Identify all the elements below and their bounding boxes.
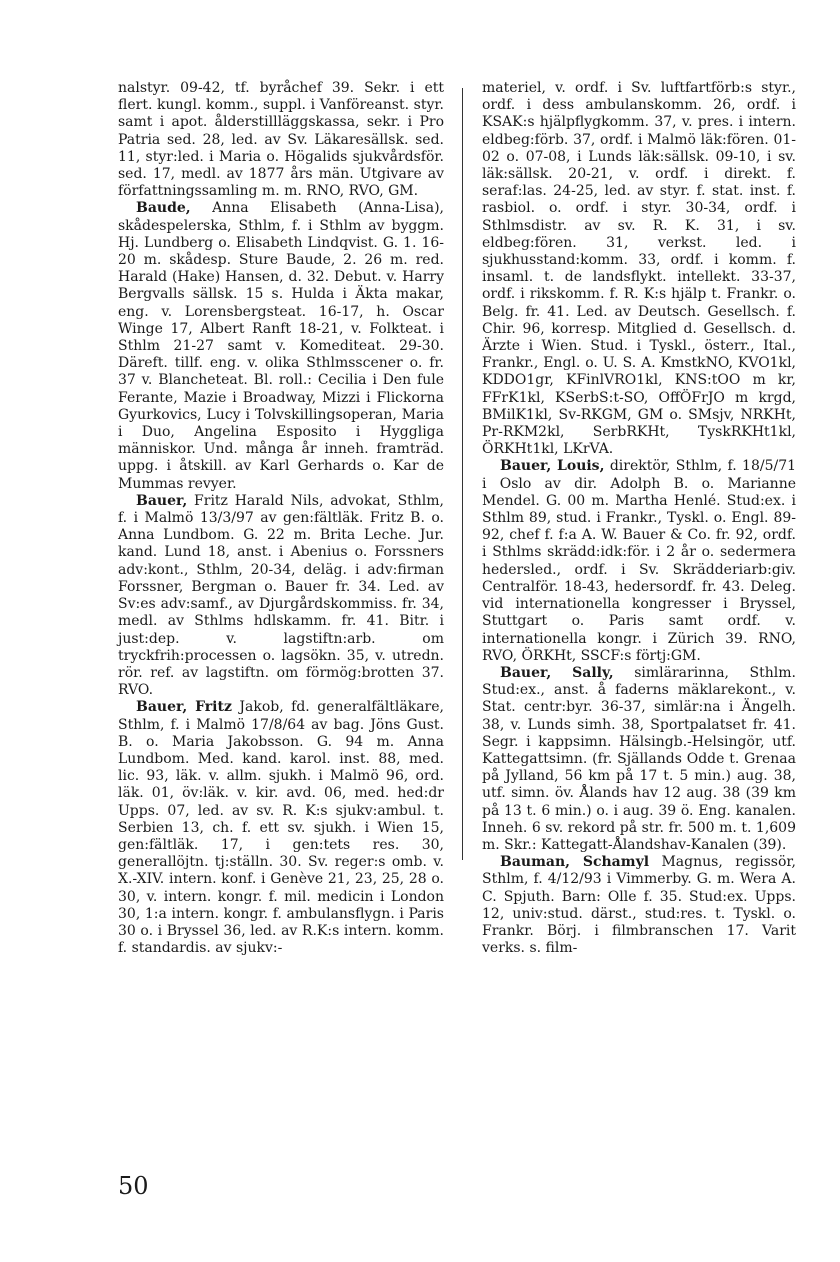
column-divider bbox=[462, 88, 463, 860]
entry-bauer-louis: Bauer, Louis, direktör, Sthlm, f. 18/5/71 i Oslo av dir. Adolph B. o. Marianne Mendel. G. 00 m. Martha Henlé. Stud:ex. i Sthlm 89, stud. i Frankr., Tyskl. o. Engl. 89-92, chef f. f:a A. W. Bauer & Co. fr. 92, ordf. i Sthlms skrädd:idk:för. i 2 år o. sedermera hedersled., ordf. i Sv. Skrädderiarb:giv. Centralför. 18-43, hedersordf. fr. 43. Deleg. vid internationella kongresser i Bryssel, Stuttgart o. Paris samt ordf. v. internationella kongr. i Zürich 39. RNO, RVO, ÖRKHt, SSCF:s förtj:GM. bbox=[482, 458, 797, 664]
left-column bbox=[118, 80, 444, 957]
entry-continuation: materiel, v. ordf. i Sv. luftfartförb:s styr., ordf. i dess ambulanskomm. 26, ordf. i KSAK:s hjälpflygkomm. 37, v. pres. i intern. eldbeg:förb. 37, ordf. i Malmö läk:fören. 01-02 o. 07-08, i Lunds läk:sällsk. 09-10, i sv. läk:sällsk. 20-21, v. ordf. i direkt. f. seraf:las. 24-25, led. av styr. f. stat. inst. f. rasbiol. o. ordf. i styr. 30-34, ordf. i Sthlmsdistr. av sv. R. K. 31, i sv. eldbeg:fören. 31, verkst. led. i sjukhusstand:komm. 33, ordf. i komm. f. insaml. t. de landsflykt. intellekt. 33-37, ordf. i rikskomm. f. R. K:s hjälp t. Frankr. o. Belg. fr. 41. Led. av Deutsch. Gesellsch. f. Chir. 96, korresp. Mitglied d. Gesellsch. d. Ärzte i Wien. Stud. i Tyskl., österr., Ital., Frankr., Engl. o. U. S. A. KmstkNO, KVO1kl, KDDO1gr, KFinlVRO1kl, KNS:tOO m kr, FFrK1kl, KSerbS:t-SO, OffÖFrJO m krgd, BMilK1kl, Sv-RKGM, GM o. SMsjv, NRKHt, Pr-RKM2kl, SerbRKHt, TyskRKHt1kl, ÖRKHt1kl, LKrVA. bbox=[482, 80, 796, 458]
headword: Bauer, Sally, bbox=[500, 664, 614, 681]
headword: Bauer, Fritz bbox=[136, 699, 232, 716]
entry-continuation: nalstyr. 09-42, tf. byråchef 39. Sekr. i ett flert. kungl. komm., suppl. i Vanföreanst. styr. samt i apot. ålderstillläggskassa, sekr. i Pro Patria sed. 28, led. av Sv. Läkaresällsk. sed. 11, styr:led. i Maria o. Högalids sjukvårdsför. sed. 17, medl. av 1877 års män. Utgivare av författningssamling m. m. RNO, RVO, GM. bbox=[118, 80, 444, 200]
entry-bauman-schamyl: Bauman, Schamyl Magnus, regissör, Sthlm, f. 4/12/93 i Vimmerby. G. m. Wera A. C. Spjuth. Barn: Olle f. 35. Stud:ex. Upps. 12, univ:stud. därst., stud:res. t. Tyskl. o. Frankr. Börj. i filmbranschen 17. Varit verks. s. film- bbox=[482, 854, 797, 957]
entry-bauer-fritz: Bauer, Fritz Jakob, fd. generalfältläkare, Sthlm, f. i Malmö 17/8/64 av bag. Jöns Gust. B. o. Maria Jakobsson. G. 94 m. Anna Lundbom. Med. kand. karol. inst. 88, med. lic. 93, läk. v. allm. sjukh. i Malmö 96, ord. läk. 01, öv:läk. v. kir. avd. 06, med. hed:dr Upps. 07, led. av sv. R. K:s sjukv:ambul. t. Serbien 13, ch. f. ett sv. sjukh. i Wien 15, gen:fältläk. 17, i gen:tets res. 30, generallöjtn. tj:ställn. 30. Sv. reger:s omb. v. X.-XIV. intern. konf. i Genève 21, 23, 25, 28 o. 30, v. intern. kongr. f. mil. medicin i London 30, 1:a intern. kongr. f. ambulansflygn. i Paris 30 o. i Bryssel 36, led. av R.K:s intern. komm. f. standardis. av sjukv:- bbox=[118, 699, 444, 957]
page-number: 50 bbox=[118, 1172, 149, 1200]
entry-bauer-fritz-harald: Bauer, Fritz Harald Nils, advokat, Sthlm, f. i Malmö 13/3/97 av gen:fältläk. Fritz B. o. Anna Lundbom. G. 22 m. Brita Leche. Jur. kand. Lund 18, anst. i Abenius o. Forssners adv:kont., Sthlm, 20-34, deläg. i adv:firman Forssner, Bergman o. Bauer fr. 34. Led. av Sv:es adv:samf., av Djurgårdskommiss. fr. 34, medl. av Sthlms hdlskamm. fr. 41. Bitr. i just:dep. v. lagstiftn:arb. om tryckfrih:processen o. lagsökn. 35, v. utredn. rör. ref. av lagstiftn. om förmög:brotten 37. RVO. bbox=[118, 492, 444, 699]
right-column bbox=[482, 80, 796, 957]
entry-bauer-sally: Bauer, Sally, simlärarinna, Sthlm. Stud:ex., anst. å faderns mäklarekont., v. Stat. centr:byr. 36-37, simlär:na i Ängelh. 38, v. Lunds simh. 38, Sportpalatset fr. 41. Segr. i kappsimn. Hälsingb.-Helsingör, utf. Kattegattsimn. (fr. Själlands Odde t. Grenaa på Jylland, 56 km på 17 t. 5 min.) aug. 38, utf. simn. öv. Ålands hav 12 aug. 38 (39 km på 13 t. 6 min.) o. i aug. 39 ö. Eng. kanalen. Inneh. 6 sv. rekord på str. fr. 500 m. t. 1,609 m. Skr.: Kattegatt-Ålandshav-Kanalen (39). bbox=[482, 664, 796, 853]
headword: Bauer, Louis, bbox=[500, 458, 605, 475]
headword: Baude, bbox=[136, 200, 191, 217]
headword: Bauer, bbox=[136, 492, 188, 509]
entry-baude: Baude, Anna Elisabeth (Anna-Lisa), skådespelerska, Sthlm, f. i Sthlm av byggm. Hj. Lundberg o. Elisabeth Lindqvist. G. 1. 16-20 m. skådesp. Sture Baude, 2. 26 m. red. Harald (Hake) Hansen, d. 32. Debut. v. Harry Bergvalls sällsk. 15 s. Hulda i Äkta makar, eng. v. Lorensbergsteat. 16-17, h. Oscar Winge 17, Albert Ranft 18-21, v. Folkteat. i Sthlm 21-27 samt v. Komediteat. 29-30. Däreft. tillf. eng. v. olika Sthlmsscener o. fr. 37 v. Blancheteat. Bl. roll.: Cecilia i Den fule Ferante, Mazie i Broadway, Mizzi i Flickorna Gyurkovics, Lucy i Tolvskillingsoperan, Maria i Duo, Angelina Esposito i Hyggliga människor. Und. många år inneh. framträd. uppg. i åtskill. av Karl Gerhards o. Kar de Mummas revyer. bbox=[118, 200, 444, 492]
headword: Bauman, Schamyl bbox=[500, 854, 650, 871]
